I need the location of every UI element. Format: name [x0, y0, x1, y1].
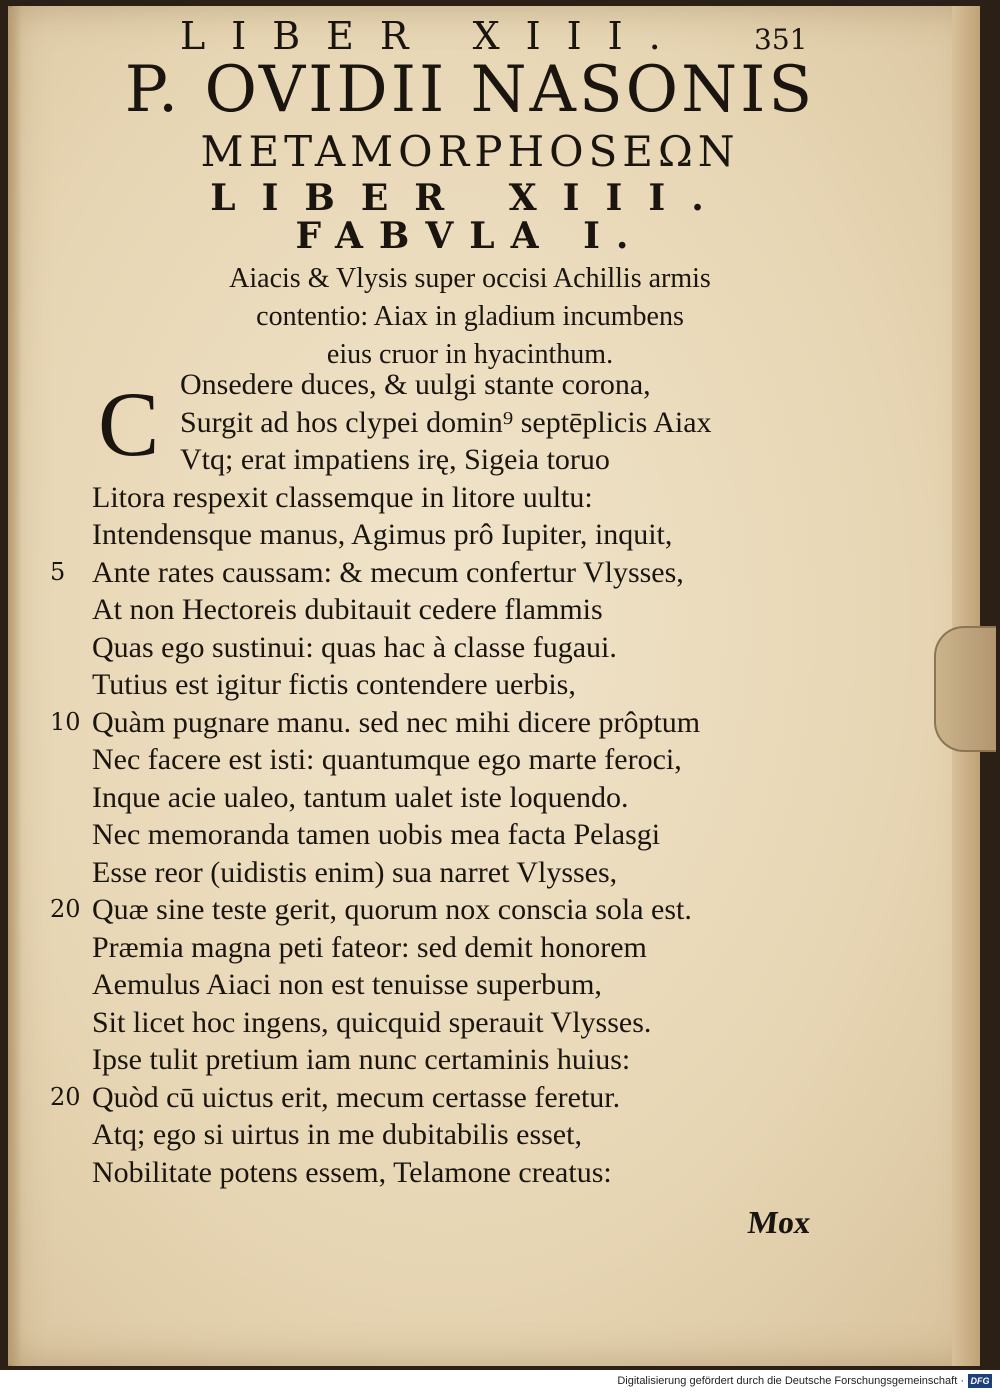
footer-bar — [0, 1373, 1000, 1392]
verse-line: Tutius est igitur fictis contendere uerbis, — [92, 668, 576, 701]
argument-line: Aiacis & Vlysis super occisi Achillis armis — [229, 263, 711, 294]
verse-line: Aemulus Aiaci non est tenuisse superbum, — [92, 968, 602, 1001]
fable-heading: FABVLA I. — [295, 215, 645, 257]
verse-line: Quòd cū uictus erit, mecum certasse feretur. — [92, 1080, 621, 1114]
verse-line: Onsedere duces, & uulgi stante corona, — [180, 368, 651, 401]
line-number: 20 — [50, 895, 81, 923]
footer-credit: Digitalisierung gefördert durch die Deutsche Forschungsgemeinschaft · — [617, 1375, 964, 1387]
work-subtitle: METAMORPHOSEΩN — [200, 127, 740, 176]
line-number: 10 — [50, 707, 81, 736]
argument-line: eius cruor in hyacinthum. — [326, 339, 614, 370]
verse-line: Litora respexit classemque in litore uultu: — [92, 480, 593, 514]
verse-line: Ipse tulit pretium iam nunc certaminis huius: — [92, 1043, 631, 1076]
verse-line: At non Hectoreis dubitauit cedere flammis — [92, 593, 603, 626]
verse-line: Nec memoranda tamen uobis mea facta Pelasgi — [92, 818, 661, 851]
line-number: 5 — [50, 557, 66, 586]
argument-line: contentio: Aiax in gladium incumbens — [256, 301, 684, 332]
catchword: Mox — [746, 1204, 813, 1240]
line-number: 20 — [50, 1082, 81, 1111]
verse-line: Quæ sine teste gerit, quorum nox conscia sola est. — [92, 893, 692, 926]
verse-line: Sit licet hoc ingens, quicquid sperauit Vlysses. — [92, 1005, 652, 1039]
verse-line: Nec facere est isti: quantumque ego marte feroci, — [92, 743, 682, 776]
verse-line: Esse reor (uidistis enim) sua narret Vlysses, — [92, 855, 618, 889]
page-clasp-tab — [934, 626, 996, 752]
verse-line: Intendensque manus, Agimus prô Iupiter, inquit, — [92, 518, 673, 551]
verse-line: Atq; ego si uirtus in me dubitabilis esset, — [92, 1118, 582, 1151]
work-title: P. OVIDII NASONIS — [124, 53, 816, 127]
verse-line: Vtq; erat impatiens irę, Sigeia toruo — [180, 443, 610, 476]
dfg-logo-icon: DFG — [968, 1374, 992, 1388]
fable-argument — [100, 260, 840, 374]
drop-cap: C — [98, 373, 160, 475]
verse-line: Inque acie ualeo, tantum ualet iste loquendo. — [92, 780, 629, 814]
verse-line: Quas ego sustinui: quas hac à classe fugaui. — [92, 630, 617, 664]
verse-line: Nobilitate potens essem, Telamone creatus: — [92, 1155, 612, 1189]
book-heading: LIBER XIII. — [210, 177, 730, 219]
running-head: LIBER XIII. — [180, 14, 687, 58]
page-number: 351 — [754, 23, 808, 56]
verse-line: Surgit ad hos clypei domin⁹ septēplicis Aiax — [180, 405, 712, 439]
verse-line: Ante rates caussam: & mecum confertur Vlysses, — [92, 555, 684, 589]
verse-line: Quàm pugnare manu. sed nec mihi dicere prôptum — [92, 705, 701, 739]
verse-line: Præmia magna peti fateor: sed demit honorem — [92, 930, 647, 964]
